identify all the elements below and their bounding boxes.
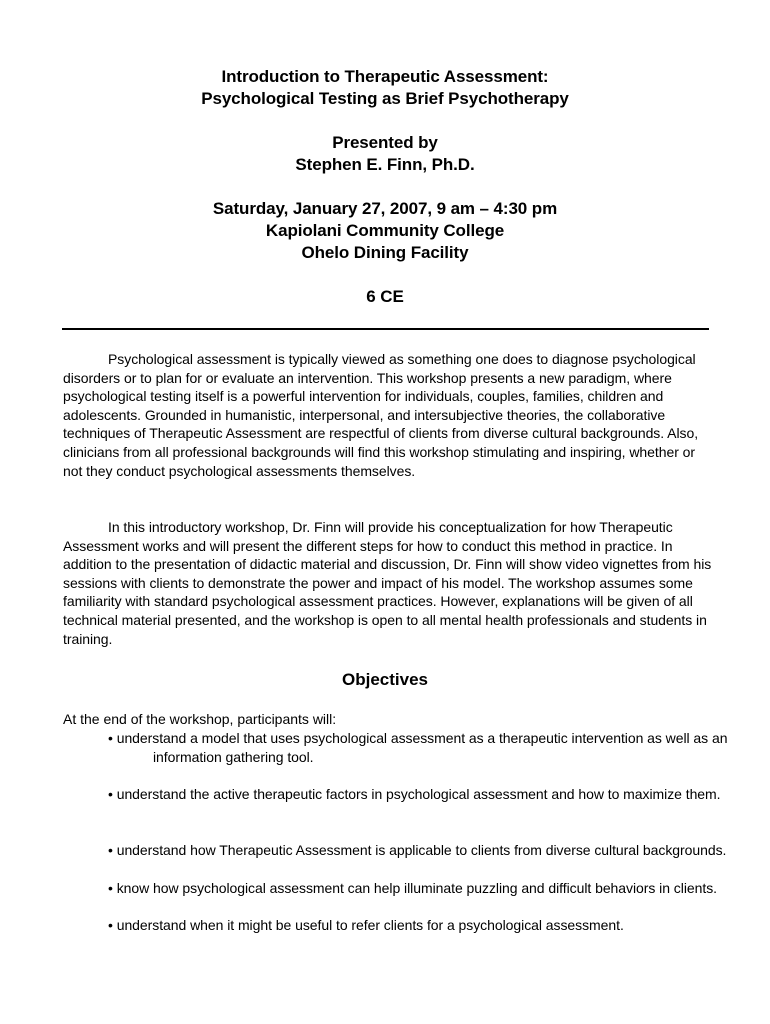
objective-item: [108, 841, 753, 860]
objective-text: understand the active therapeutic factors in psychological assessment and how to maximize them.: [116, 786, 721, 802]
objective-item: [108, 785, 753, 804]
objective-item: [108, 729, 753, 766]
event-date-time: Saturday, January 27, 2007, 9 am – 4:30 pm: [212, 199, 558, 218]
objective-text: understand when it might be useful to refer clients for a psychological assessment.: [116, 917, 624, 933]
bullet-icon: •: [108, 880, 113, 896]
bullet-icon: •: [108, 842, 113, 858]
description-paragraph-1: Psychological assessment is typically viewed as something one does to diagnose psychological disorders or to plan for or evaluate an intervention. This workshop presents a new paradigm, where psychological testing itself is a powerful intervention for individuals, couples, families, children and adolescents. Grounded in humanistic, interpersonal, and intersubjective theories, the collaborative techniques of Therapeutic Assessment are respectful of clients from diverse cultural backgrounds. Also, clinicians from all professional backgrounds will find this workshop stimulating and inspiring, whether or not they conduct psychological assessments themselves.: [63, 351, 699, 479]
bullet-icon: •: [108, 917, 113, 933]
objective-item: [108, 916, 753, 935]
event-facility: Ohelo Dining Facility: [301, 243, 469, 262]
objective-text: understand how Therapeutic Assessment is applicable to clients from diverse cultural backgrounds.: [116, 842, 727, 858]
horizontal-divider: [62, 328, 709, 330]
event-venue: Kapiolani Community College: [265, 221, 505, 240]
presented-by: Presented by: [332, 133, 438, 152]
objective-text: understand a model that uses psychological assessment as a therapeutic intervention as well as an information gathering tool.: [116, 730, 728, 765]
title-line-2: Psychological Testing as Brief Psychotherapy: [201, 89, 569, 108]
title-line-1: Introduction to Therapeutic Assessment:: [221, 67, 549, 86]
bullet-icon: •: [108, 786, 113, 802]
objective-text: know how psychological assessment can help illuminate puzzling and difficult behaviors in clients.: [116, 880, 717, 896]
bullet-icon: •: [108, 730, 113, 746]
presenter-name: Stephen E. Finn, Ph.D.: [295, 155, 475, 174]
objectives-heading: Objectives: [342, 670, 428, 689]
ce-credits: 6 CE: [366, 287, 404, 306]
objectives-intro: At the end of the workshop, participants will:: [63, 711, 337, 727]
objective-item: [108, 879, 753, 898]
description-paragraph-2: In this introductory workshop, Dr. Finn will provide his conceptualization for how Therapeutic Assessment works and will present the different steps for how to conduct this method in practice. In addition to the presentation of didactic material and discussion, Dr. Finn will show video vignettes from his sessions with clients to demonstrate the power and impact of his model. The workshop assumes some familiarity with standard psychological assessment practices. However, explanations will be given of all technical material presented, and the workshop is open to all mental health professionals and students in training.: [63, 519, 712, 647]
